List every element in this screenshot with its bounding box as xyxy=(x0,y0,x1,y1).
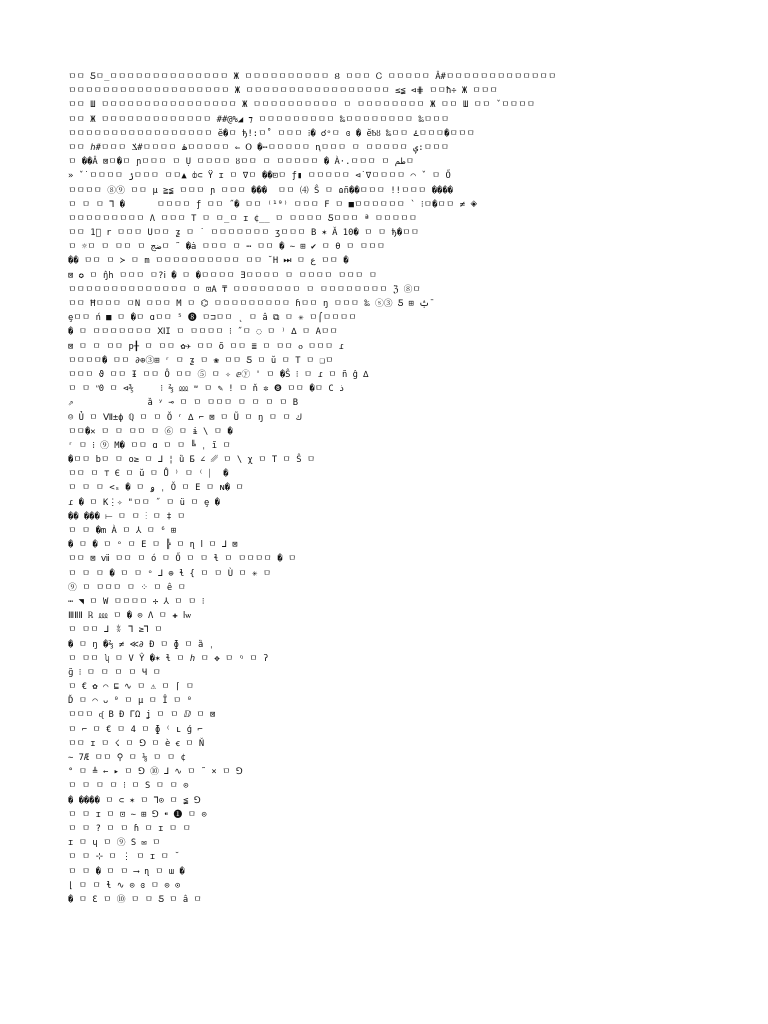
text-line: ɡ̃ ⁝ ㅁ ㅁ ㅁ ㅁ Ч ㅁ xyxy=(68,667,161,678)
text-line: �� ��� ⟝ ㅁ ㅁ ⁝ ㅁ ‡ ㅁ xyxy=(68,511,186,522)
text-line: ⌊ ㅁ ㅁ ɬ ∿ ⊙ ɞ ㅁ ⊙ ⊙ xyxy=(68,880,181,891)
text-line: ㅁ ㅁ ? ㅁ ㅁ ɦ ㅁ ɪ ㅁ ㅁ xyxy=(68,823,192,834)
text-line: ㅁㅁㅁㅁ� ㅁㅁ ∂⊕③⊞ ʳ ㅁ ƺ ㅁ ❀ ㅁㅁ Ƽ ㅁ ŭ ㅁ T ㅁ ❑ㅁ xyxy=(68,355,334,366)
text-line: ㅁ ㅁ ㅁ ⅂ � ㅁㅁㅁㅁ ƒ ㅁㅁ ˝� ㅁㅁ ⁽¹⁹⁾ ㅁㅁㅁ F ㅁ ■ㅁㅁㅁㅁㅁㅁ ` ⁝ㅁ�ㅁㅁ ≠ 🞛 xyxy=(68,199,478,210)
text-line: �ㅁㅁ bㅁ ㅁ o≥ ㅁ ⅃ ¦ ȕ Б ∠ ␥ ㅁ \ χ ㅁ T ㅁ Ŝ ㅁ xyxy=(68,455,316,466)
text-line: ㅁㅁ ℎ#ㅁㅁㅁ ݎ#ㅁㅁㅁㅁ ۿㅁㅁㅁㅁㅁ ⇐ Ⲟ �⋯ㅁㅁㅁㅁㅁ ꞑㅁㅁㅁ ㅁ ㅁㅁㅁㅁㅁ ݷ:ㅁㅁㅁ xyxy=(68,142,450,153)
text-line: ⑨ ㅁ ㅁㅁㅁ ㅁ ⁘ ㅁ ê ㅁ xyxy=(68,582,187,593)
text-line: ㅁ ㅁ ㅁ � ㅁ ㅁ ᵒ ⅃ ⊕ ɬ { ㅁ ㅁ Ù ㅁ ✳ ㅁ xyxy=(68,568,272,579)
text-line: � ㅁ ŋ �⅔ ≠ ≪∂ Ɖ ㅁ ɸ ㅁ ȁ ˌ xyxy=(68,639,214,650)
text-line: ㅁ ��Â ⊠ㅁ�ㅁ ɲㅁㅁㅁ ㅁ Ụ ㅁㅁㅁㅁ ȣㅁㅁ ㅁ ㅁㅁㅁㅁㅁ � À·.ㅁㅁㅁ ㅁ طمㅁ xyxy=(68,157,415,168)
text-line: ☺ Ủ ㅁ Ⅶ±ϕ ℚ ㅁ ㅁ Ŏ ʳ ∆ ⌐ ⊠ ㅁ Ũ ㅁ ŋ ㅁ ㅁ ك xyxy=(68,412,302,423)
text-line: ɾ � ㅁ K⋮✧ "ㅁㅁ ˝ ㅁ ü ㅁ ȩ � xyxy=(68,497,220,508)
text-line: ㅁㅁ Ħㅁㅁㅁ ㅁN ㅁㅁㅁ M ㅁ ⌬ ㅁㅁㅁㅁㅁㅁㅁㅁㅁ ɦㅁㅁ ŋ ㅁㅁㅁ ‰ ⓢ③ Ƽ ⊞ ݑ ̄ xyxy=(68,299,435,309)
text-line: ㅁㅁ ɪ ㅁ ☇ ㅁ ⅁ ㅁ è ꞓ ㅁ Ň xyxy=(68,738,205,749)
text-line: ㅁㅁ�✕ ㅁ ㅁ ㅁㅁ ㅁ ⑥ ㅁ ɨ \ ㅁ � xyxy=(68,426,233,437)
text-line: ㅁㅁㅁㅁㅁㅁㅁㅁㅁ Ʌ ㅁㅁㅁ T ㅁ ㅁ_ㅁ ɪ ¢__ ㅁ ㅁㅁㅁㅁ Ƽㅁㅁㅁ ª ㅁㅁㅁㅁㅁ xyxy=(68,213,418,224)
text-line: ⊠ ㅁ ㅁ ㅁㅁ p╂ ㅁ ㅁㅁ ✿✈ ㅁㅁ õ ㅁㅁ ≣ ㅁ ㅁㅁ ⲟ ㅁㅁㅁ ɾ xyxy=(68,341,344,352)
text-line: » ˇ˙ㅁㅁㅁㅁ ݬㅁㅁㅁ ㅁㅁ▲ ȸ⊂ Ÿ ɪ ㅁ ∇ㅁ ��⊡ㅁ ƒ▮ ㅁㅁㅁㅁㅁ ⊲˙∇ㅁㅁㅁㅁ ⌒ ˇ ㅁ Ő xyxy=(68,171,451,182)
text-line: ⅢⅡⅡ ℝ ⅏ ㅁ � ⊙ Λ ㅁ ✚ ⅼѡ xyxy=(68,611,191,622)
text-line: ȩㅁㅁ ń ■ ㅁ �ㅁ ɑㅁㅁ ⁵ ❽ ㅁ⊐ㅁㅁ ˛ ㅁ â ⧉ ㅁ ✳ ㅁ⌠ㅁㅁㅁㅁ xyxy=(68,313,357,324)
text-line: � ㅁ � ㅁ ᵒ ㅁ E ㅁ ╠ ㅁ ɳ ⅼ ㅁ ⅃ ⊠ xyxy=(68,540,238,551)
text-line: ㅁㅁㅁ ϑ ㅁㅁ Ɨ ㅁㅁ Ô ㅁㅁ ⑤ ㅁ ✧ ⅇⓨ ' ㅁ �Ŝ ⁝ ㅁ ɾ ㅁ ñ ĝ ∆ xyxy=(68,369,369,380)
text-line: ㅁ ㅁ �m À ㅁ ⅄ ㅁ ⁶ ⊞ xyxy=(68,526,177,536)
text-line: ㅁ € ✿ ⌒ ⊑ ∿ ㅁ ⚠ ㅁ ⌈ ㅁ xyxy=(68,682,195,693)
text-line: ㅁㅁ Ж ㅁㅁㅁㅁㅁㅁㅁㅁㅁㅁㅁㅁㅁ ##@%◢ ⁊ ㅁㅁㅁㅁㅁㅁㅁㅁㅁ ‰ㅁㅁㅁㅁㅁㅁㅁㅁ ‰ㅁㅁㅁ xyxy=(68,114,450,125)
text-line: ㅁㅁ Ш ㅁㅁㅁㅁㅁㅁㅁㅁㅁㅁㅁㅁㅁㅁㅁㅁ Ж ㅁㅁㅁㅁㅁㅁㅁㅁㅁㅁ ㅁ ㅁㅁㅁㅁㅁㅁㅁㅁ Ж ㅁㅁ Ш ㅁㅁ ˇㅁㅁㅁㅁ xyxy=(68,100,536,111)
text-line: ㅁ ㅁ � ㅁ ㅁ ⟶ ɳ ㅁ ɯ � xyxy=(68,866,185,877)
text-line: � ㅁ Ɛ ㅁ ⑩ ㅁ ㅁ Ƽ ㅁ â ㅁ xyxy=(68,894,202,905)
text-line: Ď ㅁ ⌒ ᴗ ⁰ ㅁ µ ㅁ Ȋ ㅁ ⁰ xyxy=(68,696,193,707)
text-line: ⋯ ◥ ㅁ W ㅁㅁㅁㅁ ✢ ⅄ ㅁ ㅁ ⁝ xyxy=(68,596,205,607)
text-line: ʳ ㅁ ⁞ ⑨ M� ㅁㅁ ɑ ㅁ ㅁ ╚ ˌ ĩ ㅁ xyxy=(68,440,231,451)
text-line: ⇗ ȁ ʸ ⊸ ㅁ ㅁ ㅁㅁㅁ ㅁ ㅁ ㅁ ㅁ B xyxy=(68,398,299,409)
text-line: ㅁㅁ Ƽㅁ_ㅁㅁㅁㅁㅁㅁㅁㅁㅁㅁㅁㅁㅁㅁ Ж ㅁㅁㅁㅁㅁㅁㅁㅁㅁㅁ Ȣ ㅁㅁㅁ Ꮯ ㅁㅁㅁㅁㅁ Â#ㅁㅁㅁㅁㅁㅁㅁㅁㅁㅁㅁㅁㅁ xyxy=(68,72,557,82)
text-line: ㅁ ㅁ ㅁ <ₛ � ㅁ ۅ ˌ Ŏ ㅁ E ㅁ ɴ� ㅁ xyxy=(68,483,244,494)
text-line: ㅁ ㅁ ㅁ ㅁ ⁝ ㅁ Ѕ ㅁ ㅁ ⊙ xyxy=(68,781,189,792)
text-line: ㅁ ㅁ ⊹ ㅁ ⋮ ㅁ ɪ ㅁ ˘ xyxy=(68,852,180,863)
text-line: �� ㅁㅁ ㅁ ≻ ㅁ m ㅁㅁㅁㅁㅁㅁㅁㅁㅁㅁ ㅁㅁ ˘H ⏭ ㅁ ع ㅁㅁ � xyxy=(68,256,349,267)
text-line: ㅁㅁㅁㅁㅁㅁㅁㅁㅁㅁㅁㅁㅁㅁㅁㅁㅁ ĕ�ㅁ ђ!:ㅁ˚ ㅁㅁㅁ ⁞� ☌ᵒㅁ ɞ � ĕᵬȣ ‰ㅁㅁ ۓㅁㅁㅁ�ㅁㅁㅁ xyxy=(68,128,475,139)
text-line: ㅁㅁㅁㅁ ⑧⑨ ㅁㅁ µ ≧≨ ㅁㅁㅁ ɲ ㅁㅁㅁ ��� ㅁㅁ ⑷ Ŝ ㅁ ɷñ��ㅁㅁㅁ !!ㅁㅁㅁ ���� xyxy=(68,185,453,196)
text-line: ∼ 7Æ ㅁㅁ ⚲ ㅁ ⅛ ㅁ ㅁ ¢ xyxy=(68,753,186,763)
text-line: ㅁ ⌐ ㅁ € ㅁ 4 ㅁ ɸ ⁽ ʟ ǵ ⌐ xyxy=(68,724,203,735)
text-line: ⊠ ✪ ㅁ ŋ̂h ㅁㅁㅁ ㅁ?ⅰ � ㅁ �ㅁㅁㅁㅁ Ǝㅁㅁㅁㅁ ㅁ ㅁㅁㅁㅁ ㅁㅁㅁ ㅁ xyxy=(68,270,378,281)
text-line: ㅁ ㅁ ɪ ㅁ ⊡ ∼ ⊞ ⅁ ⁌ ❶ ㅁ ⊙ xyxy=(68,809,207,820)
text-line: ɪ ㅁ ɥ ㅁ ⑨ Ѕ ✉ ㅁ xyxy=(68,838,161,849)
text-line: ㅁㅁ ㅁ ⊤ Є ㅁ ŭ ㅁ Ů ⁾ ㅁ ⁽ ⎸ � xyxy=(68,469,229,480)
text-line: ㅁㅁㅁㅁㅁㅁㅁㅁㅁㅁㅁㅁㅁㅁ ㅁ ⊡A ₸ ㅁㅁㅁㅁㅁㅁㅁㅁ ㅁ ㅁㅁㅁㅁㅁㅁㅁㅁ ℨ ⑧ㅁ xyxy=(68,284,421,295)
text-line: ° ㅁ ≜ ← ▸ ㅁ ⅁ ⑩ ⅃ ∿ ㅁ ˜ × ㅁ ⅁ xyxy=(68,767,243,778)
text-line: ㅁㅁㅁㅁㅁㅁㅁㅁㅁㅁㅁㅁㅁㅁㅁㅁㅁㅁㅁ Ж ㅁㅁㅁㅁㅁㅁㅁㅁㅁㅁㅁㅁㅁㅁㅁㅁㅁ ≤≨ ⊲⋕ ㅁㅁħ÷ Ж ㅁㅁㅁ xyxy=(68,86,498,97)
text-line: ㅁㅁ ⊠ ⅶ ㅁㅁ ㅁ ó ㅁ Ő ㅁ ㅁ ɬ ㅁ ㅁㅁㅁㅁ � ㅁ xyxy=(68,554,297,565)
text-line: � ���� ㅁ ⊂ ✶ ㅁ ⅂⊙ ㅁ ≨ ⅁ xyxy=(68,795,201,806)
text-line: ㅁㅁ 1⃣ r ㅁㅁㅁ Uㅁㅁ ƺ ㅁ ˙ ㅁㅁㅁㅁㅁㅁㅁ ʒㅁㅁㅁ B ✶ Ă 10� ㅁ ㅁ ђ�ㅁㅁ xyxy=(68,228,420,239)
text-line: ㅁ ㅁㅁ ⅃ ⁑ ⅂ ≥⅂ ㅁ xyxy=(68,625,163,636)
text-line: ㅁ ㅁㅁ ʮ ㅁ V Ŷ �✶ ɬ ㅁ ℎ ㅁ ✥ ㅁ ᵑ ㅁ ʔ xyxy=(68,653,269,664)
text-line: ㅁㅁㅁ ᶑ B Ð ΓΩ ʝ ㅁ ㅁ ⅅ ㅁ ⊠ xyxy=(68,710,216,721)
text-line: ㅁ ☼ㅁ ㅁ ㅁㅁ ㅁ ضجㅁ ̃ �ȧ ㅁㅁㅁ ㅁ ⋯ ㅁㅁ � ∼ ⊞ ✔ ㅁ θ ㅁ ㅁㅁㅁ xyxy=(68,242,386,253)
document-page xyxy=(68,70,700,950)
text-line: � ㅁ ㅁㅁㅁㅁㅁㅁㅁ ⅪI ㅁ ㅁㅁㅁㅁ ⁝ ˝ㅁ ◌ ㅁ ⁾ ∆ ㅁ Aㅁㅁ xyxy=(68,327,338,338)
text-line: ㅁ ㅁ ʺ0 ㅁ ⊲⅗ ⁝ ⅔ ⅏ ʷ ㅁ ✎ ! ㅁ ň ✲ ❽ ㅁㅁ �ㅁ C ذ xyxy=(68,384,345,395)
